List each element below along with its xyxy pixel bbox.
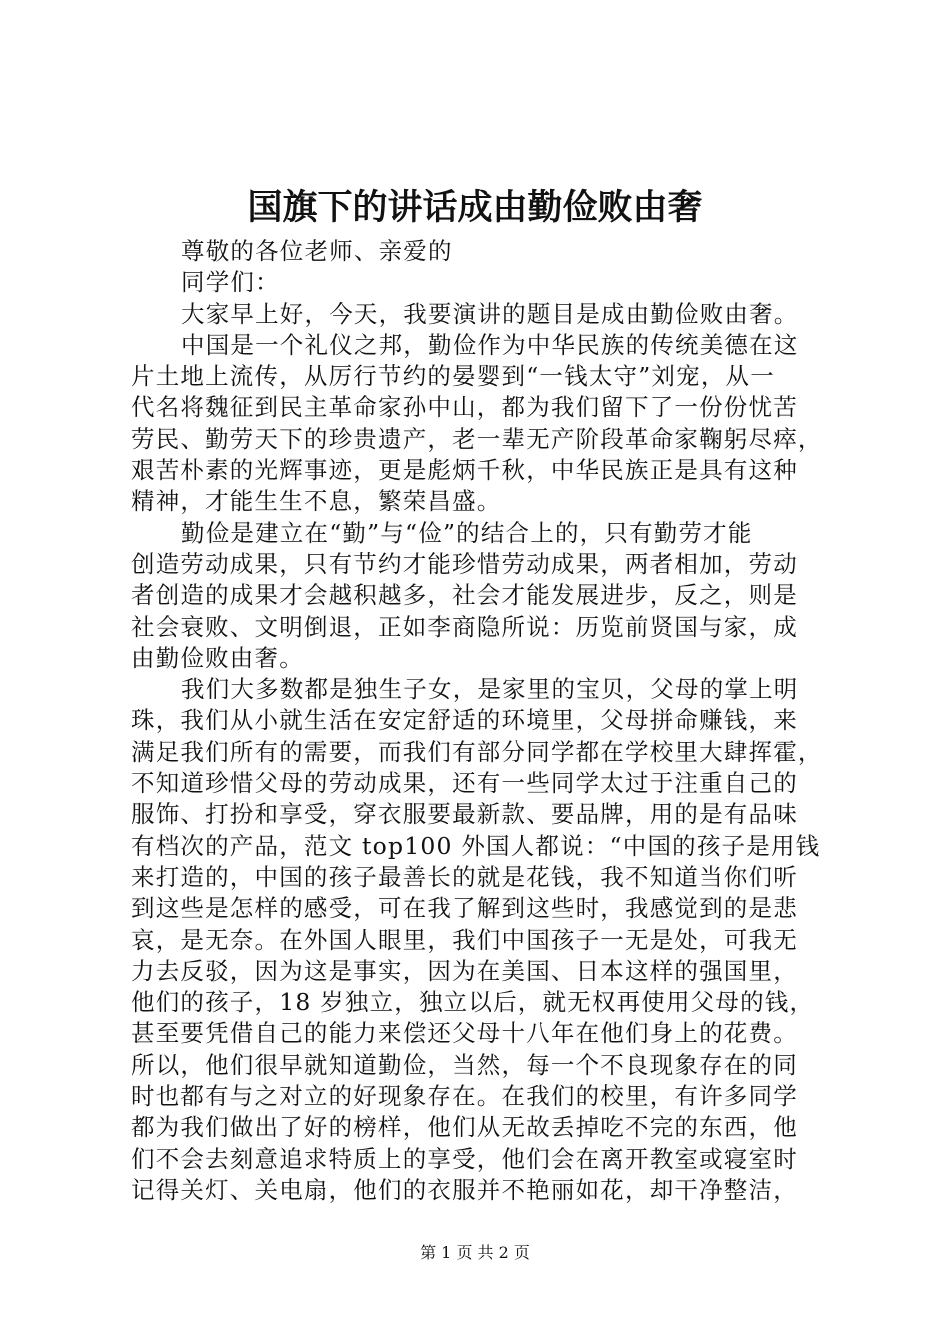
text-line: 时也都有与之对立的好现象存在。在我们的校里，有许多同学 xyxy=(131,1082,798,1111)
text-line: 不知道珍惜父母的劳动成果，还有一些同学太过于注重自己的 xyxy=(131,769,798,798)
text-line: 珠，我们从小就生活在安定舒适的环境里，父母拼命赚钱，来 xyxy=(131,706,798,735)
text-line: 艰苦朴素的光辉事迹，更是彪炳千秋，中华民族正是具有这种 xyxy=(131,456,798,485)
text-line: 同学们： xyxy=(181,268,280,297)
text-line: 劳民、勤劳天下的珍贵遗产，老一辈无产阶段革命家鞠躬尽瘁， xyxy=(131,424,823,453)
text-line: 有档次的产品，范文 top100 外国人都说：“中国的孩子是用钱 xyxy=(131,831,821,860)
text-line: 满足我们所有的需要，而我们有部分同学都在学校里大肆挥霍， xyxy=(131,737,823,766)
text-line: 都为我们做出了好的榜样，他们从无故丢掉吃不完的东西，他 xyxy=(131,1113,798,1142)
text-line: 力去反驳，因为这是事实，因为在美国、日本这样的强国里， xyxy=(131,956,798,985)
text-line: 甚至要凭借自己的能力来偿还父母十八年在他们身上的花费。 xyxy=(131,1019,798,1048)
text-line: 我们大多数都是独生子女，是家里的宝贝，父母的掌上明 xyxy=(181,675,799,704)
text-line: 哀，是无奈。在外国人眼里，我们中国孩子一无是处，可我无 xyxy=(131,925,798,954)
document-body xyxy=(131,236,831,1206)
text-line: 记得关灯、关电扇，他们的衣服并不艳丽如花，却干净整洁， xyxy=(131,1175,798,1204)
text-line: 所以，他们很早就知道勤俭，当然，每一个不良现象存在的同 xyxy=(131,1050,798,1079)
text-line: 大家早上好，今天，我要演讲的题目是成由勤俭败由奢。 xyxy=(181,299,799,328)
text-line: 由勤俭败由奢。 xyxy=(131,643,304,672)
text-line: 们不会去刻意追求特质上的享受，他们会在离开教室或寝室时 xyxy=(131,1144,798,1173)
text-line: 者创造的成果才会越积越多，社会才能发展进步，反之，则是 xyxy=(131,581,798,610)
text-line: 勤俭是建立在“勤”与“俭”的结合上的，只有勤劳才能 xyxy=(181,518,753,547)
text-line: 服饰、打扮和享受，穿衣服要最新款、要品牌，用的是有品味 xyxy=(131,800,798,829)
text-line: 他们的孩子，18 岁独立，独立以后，就无权再使用父母的钱， xyxy=(131,988,815,1017)
text-line: 精神，才能生生不息，繁荣昌盛。 xyxy=(131,487,502,516)
text-line: 代名将魏征到民主革命家孙中山，都为我们留下了一份份忧苦 xyxy=(131,393,798,422)
text-line: 中国是一个礼仪之邦，勤俭作为中华民族的传统美德在这 xyxy=(181,330,799,359)
text-line: 到这些是怎样的感受，可在我了解到这些时，我感觉到的是悲 xyxy=(131,894,798,923)
page-footer: 第 1 页 共 2 页 xyxy=(420,1243,530,1262)
text-line: 尊敬的各位老师、亲爱的 xyxy=(181,237,453,265)
document-title: 国旗下的讲话成由勤俭败由奢 xyxy=(247,188,703,228)
text-line: 片土地上流传，从厉行节约的晏婴到“一钱太守”刘宠，从一 xyxy=(131,362,775,391)
text-line: 社会衰败、文明倒退，正如李商隐所说：历览前贤国与家，成 xyxy=(131,612,798,641)
text-line: 创造劳动成果，只有节约才能珍惜劳动成果，两者相加，劳动 xyxy=(131,549,798,578)
text-line: 来打造的，中国的孩子最善长的就是花钱，我不知道当你们听 xyxy=(131,862,798,891)
